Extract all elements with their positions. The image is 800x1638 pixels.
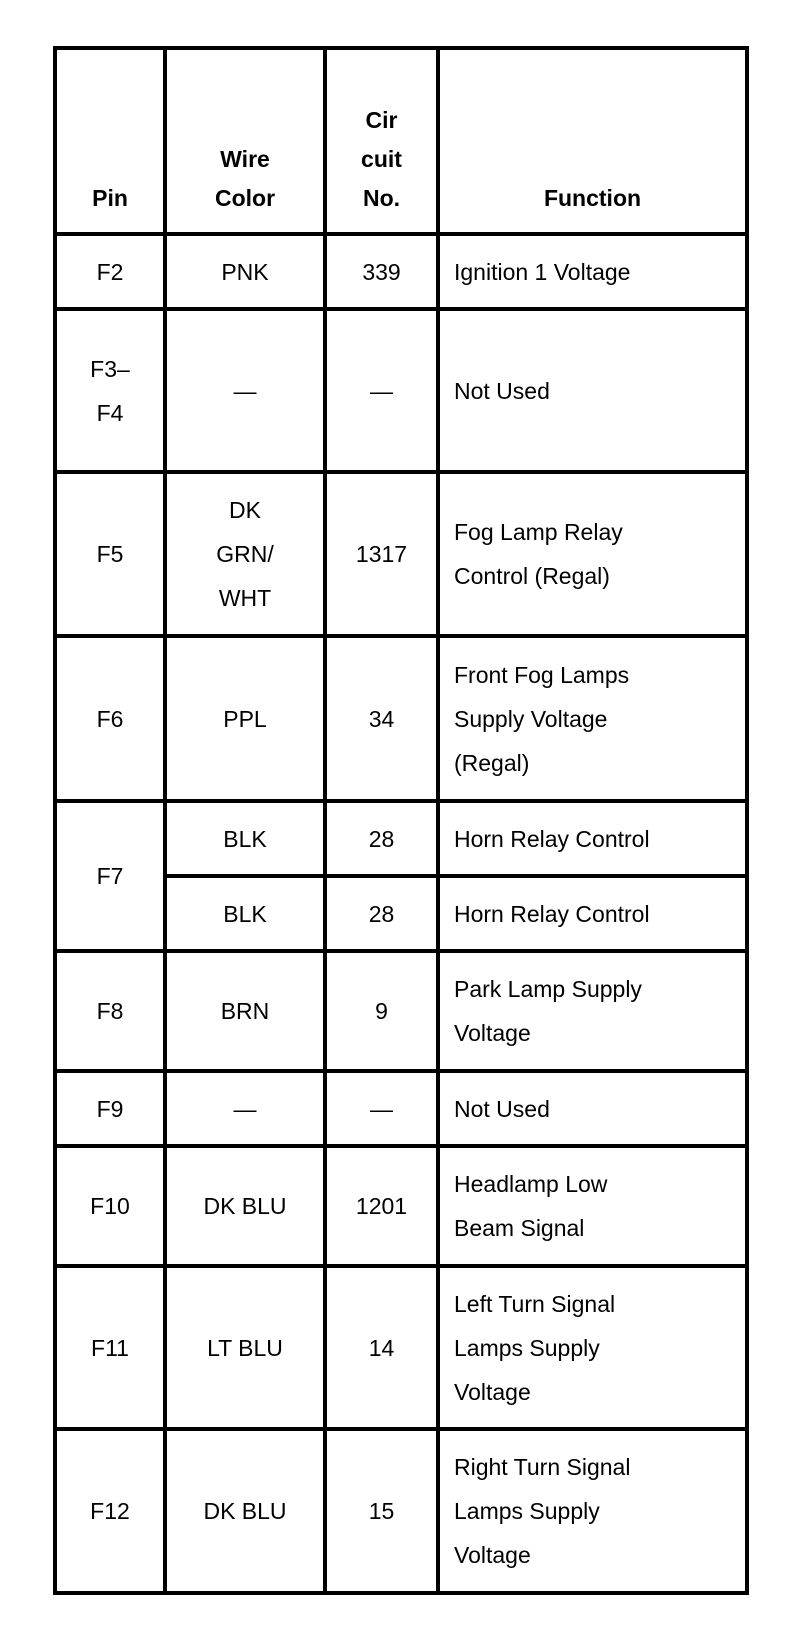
pin-cell: F9 [55,1071,165,1146]
function-cell: Horn Relay Control [438,876,747,951]
connector-pin-table [53,46,749,1595]
pin-cell: F12 [55,1429,165,1593]
pin-cell: F11 [55,1266,165,1429]
circuit-cell: — [325,1071,438,1146]
wire-color-cell: BLK [165,801,325,876]
circuit-cell: 15 [325,1429,438,1593]
pin-cell: F10 [55,1146,165,1266]
circuit-cell: 14 [325,1266,438,1429]
pin-cell: F2 [55,234,165,309]
wire-color-cell: LT BLU [165,1266,325,1429]
function-cell: Front Fog Lamps Supply Voltage (Regal) [438,636,747,801]
table-row [55,951,747,1071]
circuit-cell: — [325,309,438,472]
pin-cell: F3– F4 [55,309,165,472]
table-row [55,1266,747,1429]
table-row [55,234,747,309]
function-cell: Horn Relay Control [438,801,747,876]
header-function: Function [438,48,747,234]
header-wire-color: Wire Color [165,48,325,234]
table-row [55,1146,747,1266]
pin-cell: F6 [55,636,165,801]
circuit-cell: 28 [325,801,438,876]
function-cell: Headlamp Low Beam Signal [438,1146,747,1266]
wire-color-cell: — [165,1071,325,1146]
pin-cell: F7 [55,801,165,951]
wire-color-cell: — [165,309,325,472]
table-row [55,636,747,801]
table-row [55,1071,747,1146]
circuit-cell: 1201 [325,1146,438,1266]
pin-cell: F5 [55,472,165,636]
wire-color-cell: BLK [165,876,325,951]
function-cell: Not Used [438,1071,747,1146]
table-row [55,472,747,636]
function-cell: Left Turn Signal Lamps Supply Voltage [438,1266,747,1429]
circuit-cell: 9 [325,951,438,1071]
circuit-cell: 1317 [325,472,438,636]
function-cell: Fog Lamp Relay Control (Regal) [438,472,747,636]
table-row [55,309,747,472]
circuit-cell: 28 [325,876,438,951]
wire-color-cell: DK GRN/ WHT [165,472,325,636]
table-row [55,1429,747,1593]
wire-color-cell: PPL [165,636,325,801]
circuit-cell: 34 [325,636,438,801]
wire-color-cell: PNK [165,234,325,309]
pin-cell: F8 [55,951,165,1071]
function-cell: Not Used [438,309,747,472]
function-cell: Right Turn Signal Lamps Supply Voltage [438,1429,747,1593]
circuit-cell: 339 [325,234,438,309]
table-row [55,801,747,876]
header-circuit-no: Cir cuit No. [325,48,438,234]
wire-color-cell: DK BLU [165,1146,325,1266]
wire-color-cell: DK BLU [165,1429,325,1593]
wire-color-cell: BRN [165,951,325,1071]
function-cell: Park Lamp Supply Voltage [438,951,747,1071]
header-row [55,48,747,234]
header-pin: Pin [55,48,165,234]
function-cell: Ignition 1 Voltage [438,234,747,309]
